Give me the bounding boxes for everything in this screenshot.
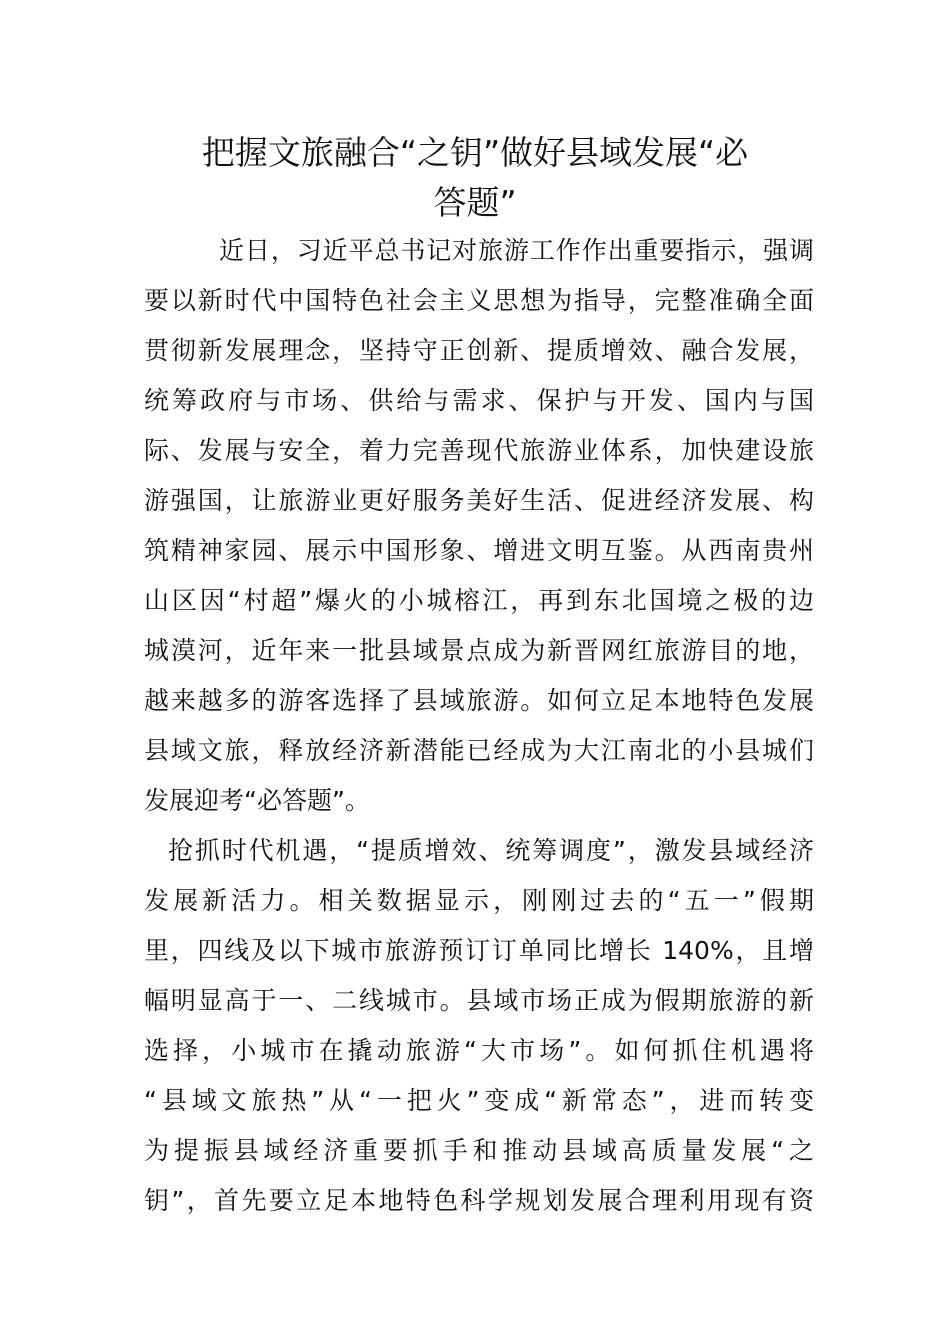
paragraph-1: [144, 226, 814, 826]
title-line-1: 把握文旅融合“之钥”做好县域发展“必: [201, 133, 749, 172]
paragraph-line: 选择，小城市在撬动旅游“大市场”。如何抓住机遇将: [144, 1036, 814, 1065]
paragraph-line: 贯彻新发展理念，坚持守正创新、提质增效、融合发展，: [144, 336, 814, 365]
paragraph-line: “县域文旅热”从“一把火”变成“新常态”，进而转变: [144, 1086, 814, 1115]
paragraph-line: 县域文旅，释放经济新潜能已经成为大江南北的小县城们: [144, 736, 814, 765]
paragraph-line: 幅明显高于一、二线城市。县域市场正成为假期旅游的新: [144, 986, 814, 1015]
document-body: [144, 226, 814, 1226]
paragraph-line: 筑精神家园、展示中国形象、增进文明互鉴。从西南贵州: [144, 536, 814, 565]
paragraph-line: 发展新活力。相关数据显示，刚刚过去的“五一”假期: [144, 886, 814, 915]
paragraph-line: 际、发展与安全，着力完善现代旅游业体系，加快建设旅: [144, 436, 814, 465]
paragraph-line: 为提振县域经济重要抓手和推动县域高质量发展“之: [144, 1136, 814, 1165]
paragraph-line: 发展迎考“必答题”。: [144, 786, 370, 815]
paragraph-line: 统筹政府与市场、供给与需求、保护与开发、国内与国: [144, 386, 814, 415]
paragraph-line: 钥”，首先要立足本地特色科学规划发展合理利用现有资: [144, 1186, 814, 1215]
paragraph-line: 城漠河，近年来一批县域景点成为新晋网红旅游目的地，: [144, 636, 814, 665]
paragraph-line: 抢抓时代机遇，“提质增效、统筹调度”，激发县域经济: [168, 836, 814, 865]
paragraph-line: 里，四线及以下城市旅游预订订单同比增长 140%，且增: [144, 936, 814, 965]
paragraph-line: 山区因“村超”爆火的小城榕江，再到东北国境之极的边: [144, 586, 814, 615]
paragraph-line: 要以新时代中国特色社会主义思想为指导，完整准确全面: [144, 286, 814, 315]
paragraph-line: 近日，习近平总书记对旅游工作作出重要指示，强调: [219, 236, 814, 265]
paragraph-line: 游强国，让旅游业更好服务美好生活、促进经济发展、构: [144, 486, 814, 515]
document-title: [150, 128, 800, 228]
paragraph-line: 越来越多的游客选择了县域旅游。如何立足本地特色发展: [144, 686, 814, 715]
paragraph-2: [144, 826, 814, 1226]
title-line-2: 答题”: [433, 183, 517, 222]
